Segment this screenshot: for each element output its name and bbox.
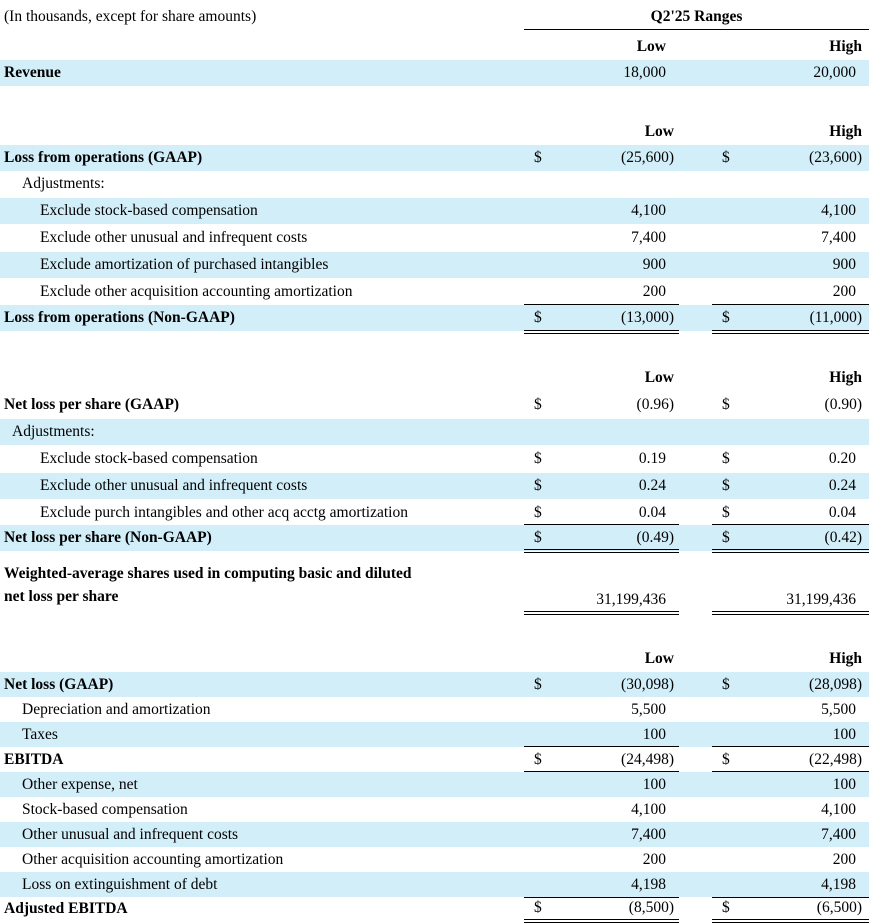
ops-adjustments-row	[0, 171, 869, 197]
eps-item-label: Exclude stock-based compensation	[40, 450, 258, 467]
total-double-rule	[524, 919, 679, 923]
table-row	[0, 847, 869, 872]
revenue-row	[0, 60, 869, 86]
shares-row	[0, 584, 869, 610]
ops-item-low: 900	[642, 256, 666, 273]
eps-item-label: Exclude other unusual and infrequent costs	[40, 477, 308, 494]
shares-label-line2: net loss per share	[4, 588, 119, 605]
ebitda-cur-low: $	[534, 751, 542, 768]
eps-high-header: High	[829, 369, 862, 386]
ebitda-item-high: 4,100	[821, 801, 856, 818]
eps-gaap-cur-high: $	[722, 396, 730, 413]
ebitda-item-label: Other unusual and infrequent costs	[22, 826, 239, 843]
ebitda-item-high: 100	[832, 726, 856, 743]
table-row	[0, 697, 869, 722]
total-double-rule	[524, 330, 679, 334]
eps-item-cur-high: $	[722, 477, 730, 494]
eps-item-low: 0.04	[638, 504, 666, 521]
ebitda-low-header: Low	[644, 650, 674, 667]
eps-gaap-high: (0.90)	[824, 396, 862, 413]
eps-item-label: Exclude purch intangibles and other acq acctg amortization	[40, 504, 408, 521]
ebitda-row	[0, 747, 869, 772]
adjusted-ebitda-cur-high: $	[722, 899, 730, 916]
table-row	[0, 279, 869, 305]
col-high-header: High	[829, 38, 862, 55]
eps-nongaap-cur-low: $	[534, 529, 542, 546]
ops-item-low: 7,400	[631, 229, 666, 246]
ops-nongaap-high: (11,000)	[809, 309, 862, 326]
netloss-low: (30,098)	[621, 676, 674, 693]
ebitda-item-label: Other expense, net	[22, 776, 138, 793]
eps-low-header: Low	[644, 369, 674, 386]
revenue-label: Revenue	[4, 64, 61, 81]
table-row	[0, 473, 869, 499]
eps-col-headers	[0, 365, 869, 391]
eps-nongaap-row	[0, 525, 869, 551]
shares-label-line1: Weighted-average shares used in computing basic and diluted	[4, 565, 412, 582]
header-rule	[524, 29, 869, 30]
netloss-cur-low: $	[534, 676, 542, 693]
ebitda-item-high: 5,500	[821, 701, 856, 718]
table-row	[0, 198, 869, 224]
eps-nongaap-cur-high: $	[722, 529, 730, 546]
col-low-header: Low	[636, 38, 666, 55]
table-row	[0, 797, 869, 822]
eps-item-high: 0.24	[828, 477, 856, 494]
ebitda-item-high: 100	[832, 776, 856, 793]
ops-item-high: 200	[832, 283, 856, 300]
ebitda-item-low: 4,100	[631, 801, 666, 818]
adjusted-ebitda-label: Adjusted EBITDA	[4, 900, 128, 917]
ebitda-label: EBITDA	[4, 751, 64, 768]
ebitda-low: (24,498)	[621, 751, 674, 768]
ebitda-item-high: 4,198	[821, 876, 856, 893]
ops-nongaap-cur-low: $	[534, 309, 542, 326]
eps-item-high: 0.20	[828, 450, 856, 467]
units-note: (In thousands, except for share amounts)	[4, 8, 257, 25]
adjusted-ebitda-row	[0, 897, 869, 919]
ops-item-label: Exclude stock-based compensation	[40, 202, 258, 219]
total-double-rule	[524, 549, 679, 553]
ebitda-item-label: Depreciation and amortization	[22, 701, 211, 718]
ops-gaap-low: (25,600)	[621, 149, 674, 166]
adjusted-ebitda-high: (6,500)	[816, 899, 862, 916]
table-row	[0, 872, 869, 897]
ops-gaap-high: (23,600)	[809, 149, 862, 166]
eps-nongaap-low: (0.49)	[636, 529, 674, 546]
ops-low-header: Low	[644, 123, 674, 140]
ebitda-item-low: 200	[642, 851, 666, 868]
ebitda-col-headers	[0, 646, 869, 672]
ops-item-low: 4,100	[631, 202, 666, 219]
table-row	[0, 772, 869, 797]
ops-item-high: 7,400	[821, 229, 856, 246]
eps-nongaap-label: Net loss per share (Non-GAAP)	[4, 529, 212, 546]
ebitda-item-low: 7,400	[631, 826, 666, 843]
total-double-rule	[712, 330, 869, 334]
eps-adjustments-label: Adjustments:	[12, 423, 95, 440]
ebitda-high-header: High	[829, 650, 862, 667]
ops-item-high: 900	[832, 256, 856, 273]
table-row	[0, 722, 869, 747]
shares-low: 31,199,436	[596, 591, 666, 608]
total-double-rule	[524, 611, 679, 615]
adjusted-ebitda-cur-low: $	[534, 899, 542, 916]
table-row	[0, 446, 869, 472]
ops-nongaap-cur-high: $	[722, 309, 730, 326]
ebitda-cur-high: $	[722, 751, 730, 768]
ops-nongaap-low: (13,000)	[621, 309, 674, 326]
ops-gaap-row	[0, 145, 869, 171]
total-double-rule	[712, 919, 869, 923]
table-row	[0, 252, 869, 278]
eps-nongaap-high: (0.42)	[824, 529, 862, 546]
ops-high-header: High	[829, 123, 862, 140]
ops-item-high: 4,100	[821, 202, 856, 219]
total-double-rule	[712, 611, 869, 615]
eps-gaap-cur-low: $	[534, 396, 542, 413]
eps-item-cur-low: $	[534, 477, 542, 494]
eps-item-cur-high: $	[722, 450, 730, 467]
eps-item-low: 0.19	[638, 450, 666, 467]
ebitda-item-low: 5,500	[631, 701, 666, 718]
ebitda-item-low: 100	[642, 726, 666, 743]
ops-nongaap-label: Loss from operations (Non-GAAP)	[4, 309, 235, 326]
shares-high: 31,199,436	[786, 591, 856, 608]
ebitda-item-low: 4,198	[631, 876, 666, 893]
ops-adjustments-label: Adjustments:	[22, 175, 105, 192]
ops-gaap-label: Loss from operations (GAAP)	[4, 149, 203, 166]
ebitda-item-high: 200	[832, 851, 856, 868]
ebitda-item-low: 100	[642, 776, 666, 793]
table-row	[0, 225, 869, 251]
ops-item-label: Exclude other acquisition accounting amortization	[40, 283, 353, 300]
header-row	[0, 4, 869, 30]
netloss-high: (28,098)	[809, 676, 862, 693]
revenue-high: 20,000	[813, 64, 856, 81]
netloss-label: Net loss (GAAP)	[4, 676, 114, 693]
eps-item-low: 0.24	[638, 477, 666, 494]
ebitda-item-label: Loss on extinguishment of debt	[22, 876, 218, 893]
eps-item-cur-low: $	[534, 504, 542, 521]
eps-item-cur-low: $	[534, 450, 542, 467]
netloss-row	[0, 672, 869, 697]
ebitda-item-high: 7,400	[821, 826, 856, 843]
ops-gaap-cur-high: $	[722, 149, 730, 166]
revenue-col-headers	[0, 34, 869, 60]
ebitda-item-label: Other acquisition accounting amortization	[22, 851, 284, 868]
total-double-rule	[712, 549, 869, 553]
eps-item-high: 0.04	[828, 504, 856, 521]
eps-gaap-low: (0.96)	[636, 396, 674, 413]
eps-adjustments-row	[0, 419, 869, 445]
ops-col-headers	[0, 119, 869, 145]
ebitda-item-label: Taxes	[22, 726, 58, 743]
ebitda-item-label: Stock-based compensation	[22, 801, 188, 818]
adjusted-ebitda-low: (8,500)	[628, 899, 674, 916]
table-row	[0, 500, 869, 526]
ops-gaap-cur-low: $	[534, 149, 542, 166]
ebitda-high: (22,498)	[809, 751, 862, 768]
revenue-low: 18,000	[623, 64, 666, 81]
ops-item-label: Exclude other unusual and infrequent costs	[40, 229, 308, 246]
table-row	[0, 822, 869, 847]
eps-gaap-row	[0, 392, 869, 418]
period-title: Q2'25 Ranges	[650, 8, 743, 25]
eps-gaap-label: Net loss per share (GAAP)	[4, 396, 180, 413]
ops-item-low: 200	[642, 283, 666, 300]
eps-item-cur-high: $	[722, 504, 730, 521]
netloss-cur-high: $	[722, 676, 730, 693]
ops-item-label: Exclude amortization of purchased intangibles	[40, 256, 329, 273]
ops-nongaap-row	[0, 305, 869, 331]
